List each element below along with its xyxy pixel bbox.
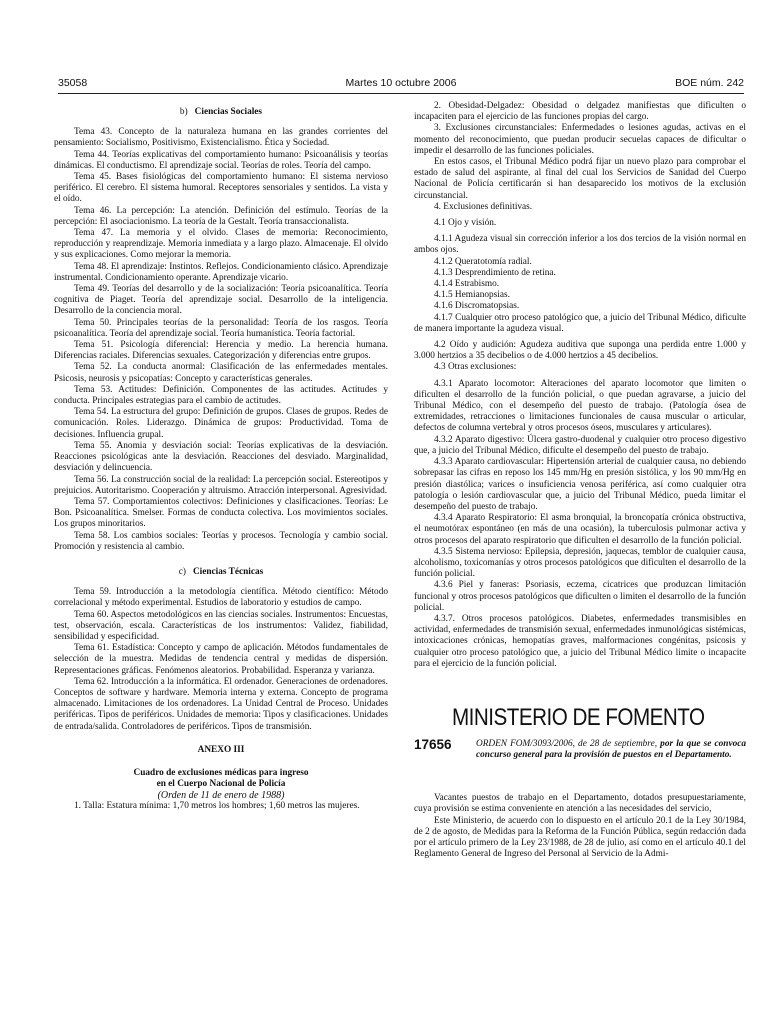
tema-item: Tema 53. Actitudes: Definición. Componentes de las actitudes. Actitudes y conducta. Principales estrategias para el cambio de actitudes. bbox=[54, 384, 388, 407]
page-header bbox=[58, 77, 744, 91]
tema-item: Tema 59. Introducción a la metodología científica. Método científico: Método correlacional y método experimental. Estudios de laboratorio y estudios de campo. bbox=[54, 587, 388, 609]
tema-item: Tema 52. La conducta anormal: Clasificación de las enfermedades mentales. Psicosis, neurosis y psicopatías: Concepto y características generales. bbox=[54, 362, 388, 384]
oido-paragraph: 4.2 Oído y audición: Agudeza auditiva que suponga una perdida entre 1.000 y 3.000 hertzios a 35 decibelios o de 4.000 hertzios a 45 decibelios. bbox=[414, 340, 746, 362]
tema-item: Tema 46. La percepción: La atención. Definición del estímulo. Teorías de la percepción: El asociacionismo. La teoría de la Gestalt. Teoría transaccionalista. bbox=[54, 205, 388, 227]
orden-title-rest: por la que se convoca concurso general para la provisión de puestos en el Departamento. bbox=[476, 739, 746, 761]
section-c-label: c) bbox=[178, 566, 186, 577]
otras-item: 4.3.1 Aparato locomotor: Alteraciones del aparato locomotor que limiten o dificulten el desarrollo de la función policial, o que puedan agravarse, a juicio del Tribunal Médico, con el desempeño del puesto de trabajo. (Patología ósea de extremidades, retracciones o limitaciones funcionales de causa muscular o articular, defectos de columna vertebral y otros procesos óseos, musculares y articulares). bbox=[414, 378, 746, 434]
otras-item: 4.3.5 Sistema nervioso: Epilepsia, depresión, jaquecas, temblor de cualquier causa, alcoholismo, toxicomanías y otros procesos patológicos que dificulten el desarrollo de la función policial. bbox=[414, 546, 746, 580]
section-b-title: Ciencias Sociales bbox=[194, 107, 263, 117]
tema-item: Tema 48. El aprendizaje: Instintos. Reflejos. Condicionamiento clásico. Aprendizaje instrumental. Condicionamiento operante. Aprendizaje vicario. bbox=[54, 261, 388, 283]
tema-item: Tema 50. Principales teorías de la personalidad: Teoría de los rasgos. Teoría psicoanalítica. Teoría del aprendizaje social. Teoría humanística. Teoría factorial. bbox=[54, 317, 388, 339]
anexo-order-reference: (Orden de 11 de enero de 1988) bbox=[157, 789, 285, 801]
tema-item: Tema 61. Estadística: Concepto y campo de aplicación. Métodos fundamentales de selección de la muestra. Medidas de tendencia central y medidas de dispersión. Representaciones gráficas. Fenómenos aleatorios. Probabilidad. Esperanza y varianza. bbox=[54, 643, 388, 676]
vacantes-paragraph: Vacantes puestos de trabajo en el Departamento, dotados presupuestariamente, cuya provisión se estima conveniente en atención a las necesidades del servicio, bbox=[414, 793, 746, 815]
temas-c-list bbox=[54, 587, 388, 733]
left-column bbox=[54, 101, 388, 812]
tema-item: Tema 51. Psicología diferencial: Herencia y medio. La herencia humana. Diferencias raciales. Diferencias sexuales. Categorización y diferencias entre grupos. bbox=[54, 340, 388, 362]
ojo-item: 4.1.5 Hemianopsias. bbox=[434, 290, 510, 301]
ojo-item: 4.1.3 Desprendimiento de retina. bbox=[434, 267, 556, 278]
tema-item: Tema 45. Bases fisiológicas del comportamiento humano: El sistema nervioso periférico. El cerebro. El sistema humoral. Receptores sensoriales y sentidos. La vista y el oído. bbox=[54, 172, 388, 205]
ojo-item: 4.1.2 Queratotomía radial. bbox=[434, 256, 532, 267]
section-b-label: b) bbox=[179, 107, 188, 117]
section-c-heading bbox=[54, 567, 388, 578]
right-column bbox=[414, 101, 746, 860]
anexo-title: ANEXO III bbox=[197, 744, 245, 755]
publication-date: Martes 10 octubre 2006 bbox=[345, 77, 457, 89]
section-c-title: Ciencias Técnicas bbox=[192, 566, 264, 577]
journal-issue: BOE núm. 242 bbox=[675, 77, 744, 89]
otras-item: 4.3.6 Piel y faneras: Psoriasis, eczema, cicatrices que produzcan limitación funcional y otros procesos patológicos que dificulten o limiten el desarrollo de la función policial. bbox=[414, 580, 746, 613]
orden-number: 17656 bbox=[414, 737, 452, 753]
tema-item: Tema 47. La memoria y el olvido. Clases de memoria: Reconocimiento, reproducción y reaprendizaje. Memoria inmediata y a largo plazo. Almacenaje. El olvido y sus explicaciones. Como mejorar la memoria. bbox=[54, 228, 388, 261]
otras-item: 4.3.2 Aparato digestivo: Úlcera gastro-duodenal y cualquier otro proceso digestivo que, a juicio del Tribunal Médico, dificulte el desempeño del puesto de trabajo. bbox=[414, 434, 746, 456]
orden-title bbox=[476, 739, 746, 761]
tema-item: Tema 56. La construcción social de la realidad: La percepción social. Estereotipos y prejuicios. Autoritarismo. Cooperación y altruismo. Atracción interpersonal. Agresividad. bbox=[54, 474, 388, 496]
page-number: 35058 bbox=[58, 77, 88, 89]
tema-item: Tema 49. Teorías del desarrollo y de la socialización: Teoría psicoanalítica. Teoría cognitiva de Piaget. Teoría del aprendizaje social. Desarrollo de la inteligencia. Desarrollo de la conciencia moral. bbox=[54, 284, 388, 317]
orden-block bbox=[414, 739, 746, 775]
temas-b-list bbox=[54, 127, 388, 553]
otras-heading: 4.3 Otras exclusiones: bbox=[434, 362, 517, 373]
ojo-item: 4.1.7 Cualquier otro proceso patológico que, a juicio del Tribunal Médico, dificulte de manera importante la agudeza visual. bbox=[414, 312, 746, 334]
section-b-heading bbox=[54, 107, 388, 118]
header-rule bbox=[58, 93, 744, 94]
ministry-heading: MINISTERIO DE FOMENTO bbox=[452, 703, 705, 731]
talla-paragraph: 1. Talla: Estatura mínima: 1,70 metros los hombres; 1,60 metros las mujeres. bbox=[74, 801, 360, 812]
ojo-item: 4.1.1 Agudeza visual sin corrección inferior a los dos tercios de la visión normal en ambos ojos. bbox=[414, 234, 746, 256]
ojo-item: 4.1.4 Estrabismo. bbox=[434, 279, 500, 290]
otras-item: 4.3.7. Otros procesos patológicos. Diabetes, enfermedades transmisibles en actividad, enfermedades de transmisión sexual, enfermedades inmunológicas sistémicas, intoxicaciones crónicas, hemopatías graves, malformaciones congénitas, psicosis y cualquier otro proceso patológico que, a juicio del Tribunal Médico limite o incapacite para el ejercicio de la función policial. bbox=[414, 613, 746, 669]
tema-item: Tema 44. Teorías explicativas del comportamiento humano: Psicoanálisis y teorías dinámicas. El conductismo. El aprendizaje social. Teorías de roles. Teoría del campo. bbox=[54, 149, 388, 171]
tema-item: Tema 62. Introducción a la informática. El ordenador. Generaciones de ordenadores. Conceptos de software y hardware. Memoria interna y externa. Concepto de programa almacenado. Limitaciones de los ordenadores. La Unidad Central de Proceso. Unidades periféricas. Tipos de periféricos. Unidades de memoria: Tipos y clasificaciones. Unidades de entrada/salida. Controladores de periféricos. Tipos de transmisión. bbox=[54, 676, 388, 732]
orden-title-main: ORDEN FOM/3093/2006, de 28 de septiembre, bbox=[476, 739, 658, 750]
otras-item: 4.3.3 Aparato cardiovascular: Hipertensión arterial de cualquier causa, no debiendo sobrepasar las cifras en reposo los 145 mm/Hg en presión sistólica, y los 90 mm/Hg en presión diastólica; varices o insuficiencia venosa periférica, así como cualquier otra patología o lesión cardiovascular que, a juicio del Tribunal Médico, pueda limitar el desempeño del puesto de trabajo. bbox=[414, 457, 746, 512]
tema-item: Tema 60. Aspectos metodológicos en las ciencias sociales. Instrumentos: Encuestas, test, observación, escala. Características de los instrumentos: Validez, fiabilidad, sensibilidad y especificidad. bbox=[54, 609, 388, 642]
tema-item: Tema 55. Anomia y desviación social: Teorías explicativas de la desviación. Reacciones psicológicas ante la desviación. Reacciones del desviado. Marginalidad, desviación y delincuencia. bbox=[54, 440, 388, 474]
ministerio-paragraph: Este Ministerio, de acuerdo con lo dispuesto en el artículo 20.1 de la Ley 30/1984, de 2 de agosto, de Medidas para la Reforma de la Función Pública, según redacción dada por el artículo primero de la Ley 23/1988, de 28 de julio, así como en el artículo 40.1 del Reglamento General de Ingreso del Personal al Servicio de la Admi- bbox=[414, 815, 746, 860]
circunstanciales-paragraph: 3. Exclusiones circunstanciales: Enfermedades o lesiones agudas, activas en el momento del reconocimiento, que puedan producir secuelas capaces de dificultar o impedir el desarrollo de las funciones policiales. bbox=[414, 123, 746, 156]
tema-item: Tema 43. Concepto de la naturaleza humana en las grandes corrientes del pensamiento: Socialismo, Positivismo, Existencialismo. Ética y Sociedad. bbox=[54, 127, 388, 149]
tema-item: Tema 57. Comportamientos colectivos: Definiciones y clasificaciones. Teorías: Le Bon. Psicoanalítica. Smelser. Formas de conducta colectiva. Los movimientos sociales. Los grupos minoritarios. bbox=[54, 496, 388, 530]
tema-item: Tema 58. Los cambios sociales: Teorías y procesos. Tecnología y cambio social. Promoción y resistencia al cambio. bbox=[54, 530, 388, 552]
anexo-heading-line-2: en el Cuerpo Nacional de Policía bbox=[156, 778, 286, 789]
anexo-heading-line-1: Cuadro de exclusiones médicas para ingreso bbox=[133, 767, 309, 778]
obesidad-paragraph: 2. Obesidad-Delgadez: Obesidad o delgadez manifiestas que dificulten o incapaciten para el ejercicio de las funciones propias del cargo. bbox=[414, 101, 746, 123]
otras-item: 4.3.4 Aparato Respiratorio: El asma bronquial, la broncopatía crónica obstructiva, el neumotórax espontáneo (en más de una ocasión), la tuberculosis pulmonar activa y otros procesos del aparato respiratorio que dificulten el desarrollo de la función policial. bbox=[414, 513, 746, 546]
ojo-item: 4.1.6 Discromatopsias. bbox=[434, 301, 520, 312]
tema-item: Tema 54. La estructura del grupo: Definición de grupos. Clases de grupos. Redes de comunicación. Roles. Liderazgo. Dinámica de grupos: Productividad. Toma de decisiones. Influencia grupal. bbox=[54, 407, 388, 440]
plazo-paragraph: En estos casos, el Tribunal Médico podrá fijar un nuevo plazo para comprobar el estado de salud del aspirante, al final del cual los Servicios de Sanidad del Cuerpo Nacional de Policía certificarán si han desaparecido los motivos de la exclusión circunstancial. bbox=[414, 157, 746, 201]
ojo-heading: 4.1 Ojo y visión. bbox=[434, 218, 497, 229]
definitivas-paragraph: 4. Exclusiones definitivas. bbox=[434, 201, 533, 212]
